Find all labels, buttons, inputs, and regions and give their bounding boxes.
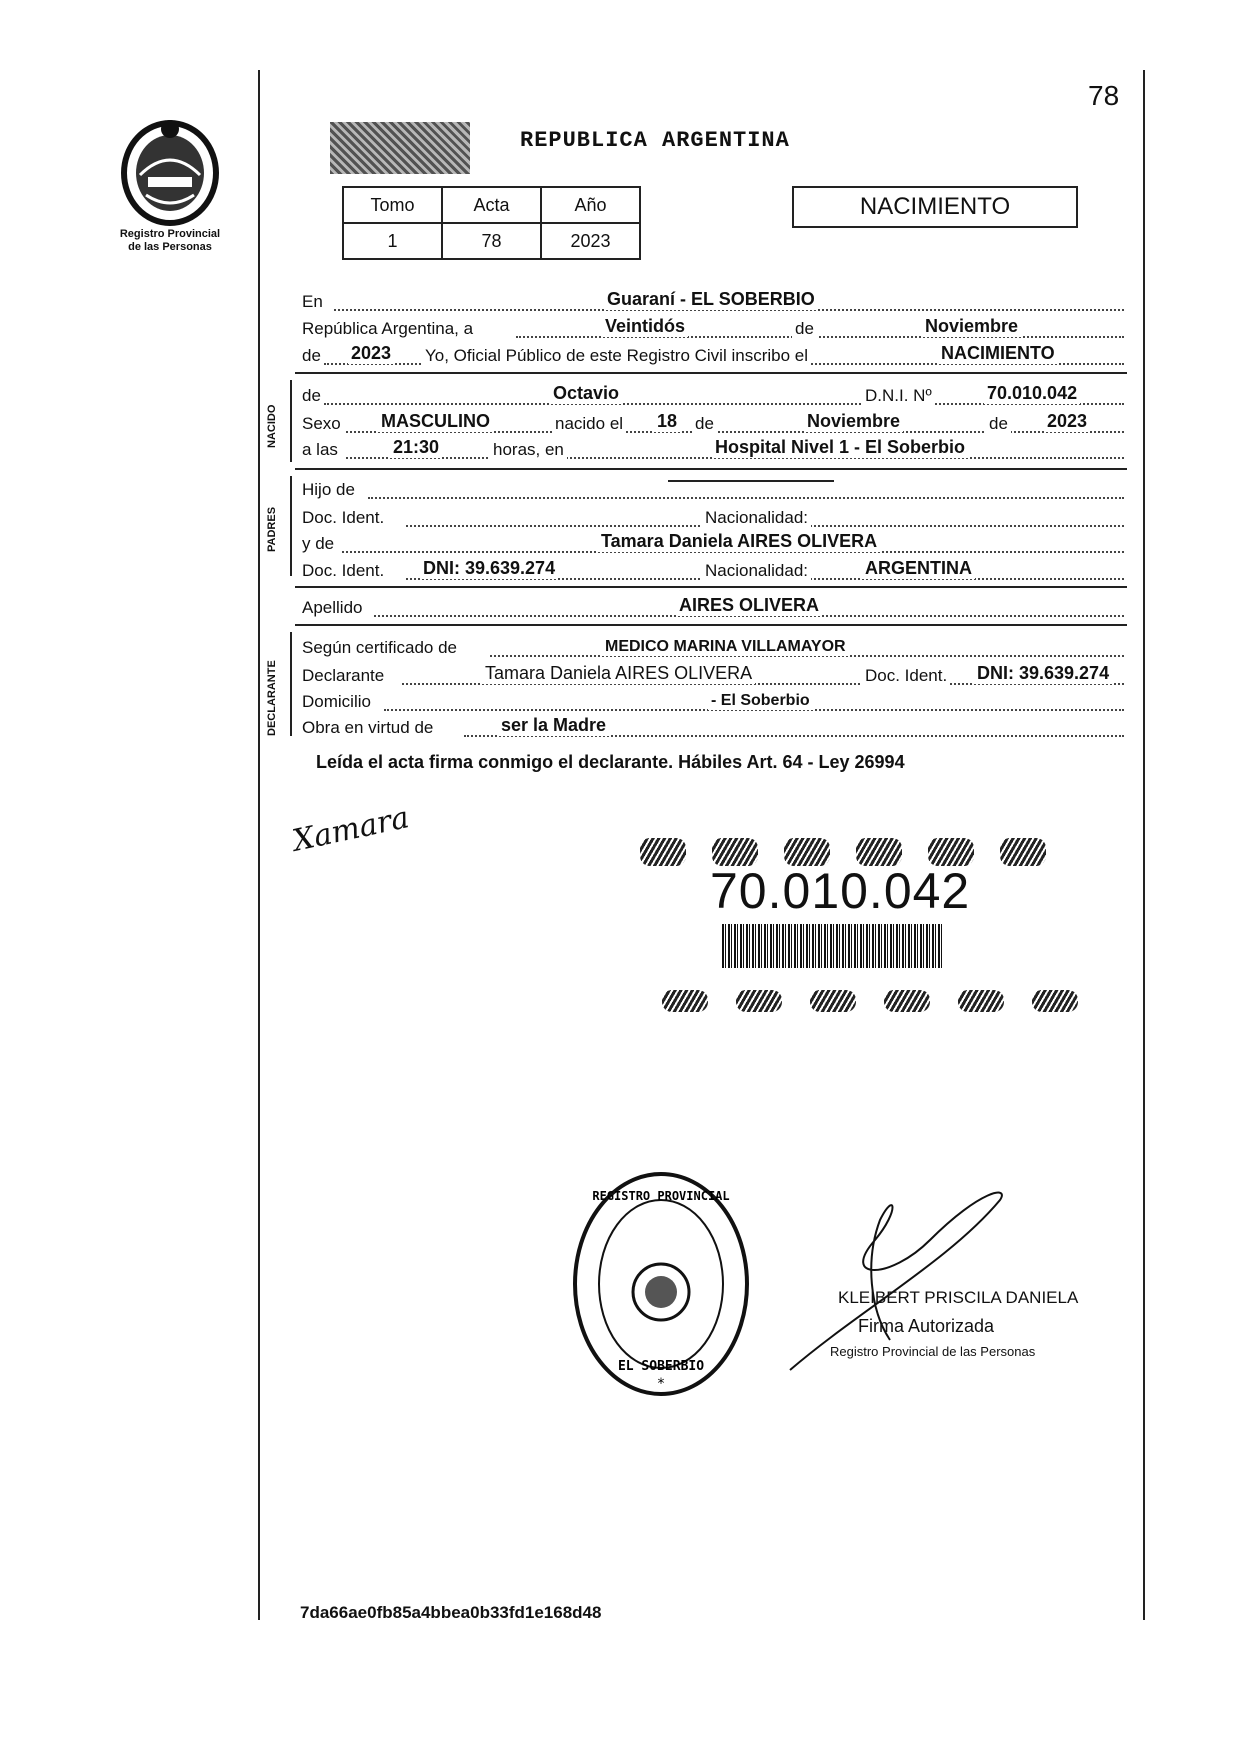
- record-date-line: República Argentina, a Veintidós de Noviembre: [302, 315, 1124, 341]
- barcode: [722, 924, 944, 968]
- r-logo-mark: [810, 990, 856, 1012]
- header-anio: Año: [541, 187, 640, 223]
- value-acta: 78: [442, 223, 541, 259]
- left-margin-line: [258, 70, 260, 1620]
- child-name: Octavio: [550, 383, 622, 404]
- official-role: Firma Autorizada: [858, 1316, 995, 1336]
- page-number: 78: [1088, 80, 1120, 111]
- apellido-value: AIRES OLIVERA: [676, 595, 822, 616]
- value-anio: 2023: [541, 223, 640, 259]
- record-month: Noviembre: [922, 316, 1021, 337]
- provincial-seal-logo: [118, 115, 222, 227]
- padres-hijo-line: Hijo de: [302, 476, 1124, 502]
- reference-table: [342, 186, 641, 260]
- declarant-domicile: - El Soberbio: [708, 692, 813, 710]
- r-logo-mark: [1000, 838, 1046, 866]
- mother-nationality: ARGENTINA: [862, 558, 975, 579]
- record-place-line: En Guaraní - EL SOBERBIO: [302, 288, 1124, 314]
- birth-year: 2023: [1044, 411, 1090, 432]
- official-name: KLEIBERT PRISCILA DANIELA: [838, 1288, 1079, 1307]
- record-day: Veintidós: [602, 316, 688, 337]
- child-dni: 70.010.042: [984, 383, 1080, 404]
- declarant-doc: DNI: 39.639.274: [974, 663, 1112, 684]
- record-place: Guaraní - EL SOBERBIO: [604, 289, 818, 310]
- declarant-name: Tamara Daniela AIRES OLIVERA: [482, 663, 755, 684]
- birth-place: Hospital Nivel 1 - El Soberbio: [712, 437, 968, 458]
- serial-stamp: [330, 122, 470, 174]
- closing-statement: Leída el acta firma conmigo el declarante. Hábiles Art. 64 - Ley 26994: [316, 752, 905, 772]
- svg-text:REGISTRO PROVINCIAL: REGISTRO PROVINCIAL: [592, 1189, 730, 1203]
- document-title: REPUBLICA ARGENTINA: [520, 128, 790, 153]
- birth-day: 18: [654, 411, 680, 432]
- padres-mother-line: y de Tamara Daniela AIRES OLIVERA: [302, 530, 1124, 556]
- r-logo-mark: [958, 990, 1004, 1012]
- record-year-line: de 2023 Yo, Oficial Público de este Registro Civil inscribo el NACIMIENTO: [302, 342, 1124, 368]
- side-label-declarante: DECLARANTE: [266, 660, 278, 736]
- decl-dom-line: Domicilio - El Soberbio: [302, 688, 1124, 714]
- birth-month: Noviembre: [804, 411, 903, 432]
- nacido-name-line: de Octavio D.N.I. Nº 70.010.042: [302, 382, 1124, 408]
- svg-text:EL SOBERBIO: EL SOBERBIO: [617, 1359, 705, 1374]
- padres-mother-doc-line: Doc. Ident. DNI: 39.639.274 Nacionalidad: ARGENTINA: [302, 557, 1124, 583]
- side-label-padres: PADRES: [266, 506, 278, 552]
- r-logo-mark: [1032, 990, 1078, 1012]
- declarant-signature: Xamara: [289, 800, 413, 859]
- r-logo-mark: [736, 990, 782, 1012]
- mother-name: Tamara Daniela AIRES OLIVERA: [598, 531, 880, 552]
- r-logo-mark: [884, 990, 930, 1012]
- padres-father-doc-line: Doc. Ident. Nacionalidad:: [302, 504, 1124, 530]
- decl-obra-line: Obra en virtud de ser la Madre: [302, 714, 1124, 740]
- header-tomo: Tomo: [343, 187, 442, 223]
- nacido-time-line: a las 21:30 horas, en Hospital Nivel 1 - El Soberbio: [302, 436, 1124, 462]
- redaction-mark: [668, 480, 834, 482]
- decl-name-line: Declarante Tamara Daniela AIRES OLIVERA Doc. Ident. DNI: 39.639.274: [302, 662, 1124, 688]
- child-sex: MASCULINO: [378, 411, 493, 432]
- r-logo-mark: [640, 838, 686, 866]
- act-type-box: NACIMIENTO: [792, 186, 1078, 228]
- document-hash: 7da66ae0fb85a4bbea0b33fd1e168d48: [300, 1603, 602, 1622]
- stamp-number: 70.010.042: [710, 863, 971, 919]
- record-act-word: NACIMIENTO: [938, 343, 1058, 364]
- declarant-relation: ser la Madre: [498, 715, 609, 736]
- header-acta: Acta: [442, 187, 541, 223]
- birth-time: 21:30: [390, 437, 442, 458]
- issuer-caption: Registro Provincial de las Personas: [119, 228, 221, 253]
- r-logo-mark: [662, 990, 708, 1012]
- record-year: 2023: [348, 343, 394, 364]
- decl-cert-line: Según certificado de MEDICO MARINA VILLAMAYOR: [302, 634, 1124, 660]
- nacido-sex-line: Sexo MASCULINO nacido el 18 de Noviembre de 2023: [302, 410, 1124, 436]
- svg-text:*: *: [657, 1376, 665, 1392]
- cert-value: MEDICO MARINA VILLAMAYOR: [602, 638, 849, 656]
- value-tomo: 1: [343, 223, 442, 259]
- official-seal: [570, 1170, 752, 1398]
- side-label-nacido: NACIDO: [266, 404, 278, 448]
- apellido-line: Apellido AIRES OLIVERA: [302, 594, 1124, 620]
- mother-doc: DNI: 39.639.274: [420, 558, 558, 579]
- official-org: Registro Provincial de las Personas: [830, 1344, 1036, 1359]
- right-margin-line: [1143, 70, 1145, 1620]
